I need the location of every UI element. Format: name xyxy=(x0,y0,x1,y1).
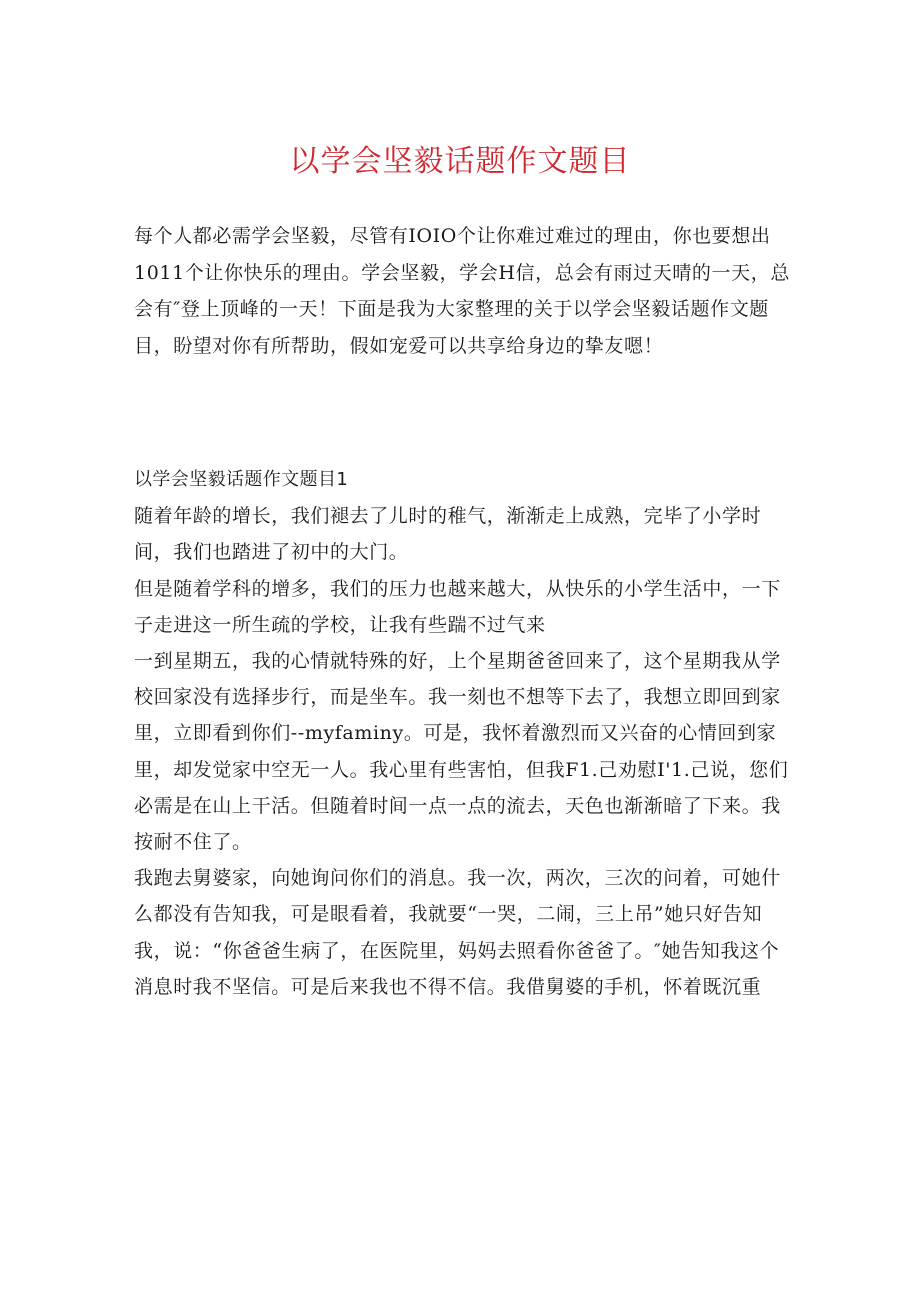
body-paragraph-3: 一到星期五，我的心情就特殊的好，上个星期爸爸回来了，这个星期我从学校回家没有选择步行，而是坐车。我一刻也不想等下去了，我想立即回到家里，立即看到你们--myfaminy。可是，我怀着激烈而又兴奋的心情回到家里，却发觉家中空无一人。我心里有些害怕，但我F1.己劝慰I'1.己说，您们必需是在山上干活。但随着时间一点一点的流去，天色也渐渐暗了下来。我按耐不住了。 xyxy=(134,650,789,854)
body-paragraph-4: 我跑去舅婆家，向她询问你们的消息。我一次，两次，三次的问着，可她什么都没有告知我，可是眼看着，我就要“一哭，二闹，三上吊”她只好告知我，说：“你爸爸生病了，在医院里，妈妈去照看你爸爸了。″她告知我这个消息时我不坚信。可是后来我也不得不信。我借舅婆的手机，怀着既沉重 xyxy=(134,867,781,998)
intro-paragraph: 每个人都必需学会坚毅，尽管有IOIO个让你难过难过的理由，你也要想出1011个让你快乐的理由。学会坚毅，学会H信，总会有雨过天晴的一天，总会有″登上顶峰的一天！下面是我为大家整理的关于以学会坚毅话题作文题目，盼望对你有所帮助，假如宠爱可以共享给身边的挚友嗯！ xyxy=(134,225,790,357)
body-paragraph-1: 随着年龄的增长，我们褪去了儿时的稚气，渐渐走上成熟，完毕了小学时间，我们也踏进了初中的大门。 xyxy=(134,505,762,564)
intro-block xyxy=(134,218,794,364)
section-block xyxy=(134,462,794,1005)
document-title: 以学会坚毅话题作文题目 xyxy=(289,144,631,179)
body-paragraph-2: 但是随着学科的增多，我们的压力也越来越大，从快乐的小学生活中，一下子走进这一所生疏的学校，让我有些踹不过气来 xyxy=(134,577,781,636)
section-heading: 以学会坚毅话题作文题目1 xyxy=(134,469,349,490)
